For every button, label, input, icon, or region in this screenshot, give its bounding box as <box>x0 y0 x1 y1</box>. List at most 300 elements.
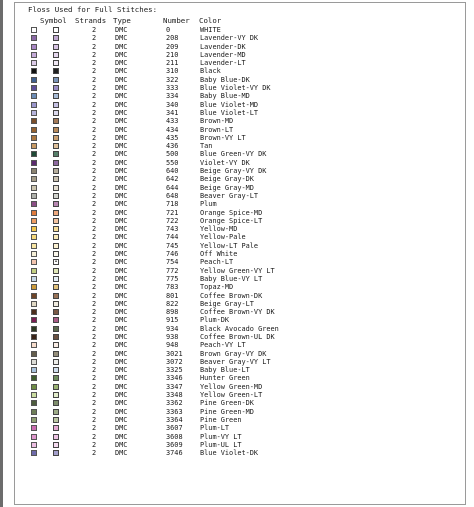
table-row <box>0 142 474 150</box>
color-swatch <box>31 392 37 398</box>
symbol-box <box>53 392 59 398</box>
color-name-cell: Yellow-Pale <box>200 233 246 242</box>
table-row <box>0 399 474 407</box>
color-swatch <box>31 118 37 124</box>
strands-cell: 2 <box>92 233 97 242</box>
symbol-box <box>53 450 59 456</box>
color-name-cell: Off White <box>200 250 238 259</box>
symbol-box <box>53 359 59 365</box>
number-cell: 3364 <box>166 415 183 424</box>
number-cell: 934 <box>166 324 179 333</box>
strands-cell: 2 <box>92 34 97 43</box>
table-row <box>0 43 474 51</box>
strands-cell: 2 <box>92 266 97 275</box>
table-row <box>0 117 474 125</box>
symbol-box <box>53 118 59 124</box>
header-type: Type <box>113 16 131 25</box>
strands-cell: 2 <box>92 449 97 458</box>
color-swatch <box>31 68 37 74</box>
table-row <box>0 283 474 291</box>
number-cell: 640 <box>166 167 179 176</box>
number-cell: 744 <box>166 233 179 242</box>
number-cell: 341 <box>166 108 179 117</box>
number-cell: 743 <box>166 225 179 234</box>
number-cell: 3072 <box>166 357 183 366</box>
symbol-box <box>53 210 59 216</box>
number-cell: 3746 <box>166 449 183 458</box>
symbol-box <box>53 201 59 207</box>
color-swatch <box>31 425 37 431</box>
color-swatch <box>31 442 37 448</box>
type-cell: DMC <box>115 216 128 225</box>
color-name-cell: Lavender-LT <box>200 59 246 68</box>
color-name-cell: Pine Green-MD <box>200 407 254 416</box>
strands-cell: 2 <box>92 332 97 341</box>
strands-cell: 2 <box>92 75 97 84</box>
strands-cell: 2 <box>92 225 97 234</box>
number-cell: 3347 <box>166 382 183 391</box>
strands-cell: 2 <box>92 208 97 217</box>
symbol-box <box>53 375 59 381</box>
table-row <box>0 325 474 333</box>
color-swatch <box>31 309 37 315</box>
color-name-cell: Blue Violet-MD <box>200 100 259 109</box>
table-row <box>0 34 474 42</box>
number-cell: 746 <box>166 250 179 259</box>
color-swatch <box>31 27 37 33</box>
strands-cell: 2 <box>92 374 97 383</box>
strands-cell: 2 <box>92 341 97 350</box>
strands-cell: 2 <box>92 100 97 109</box>
color-swatch <box>31 301 37 307</box>
number-cell: 333 <box>166 84 179 93</box>
color-name-cell: Yellow Green-VY LT <box>200 266 275 275</box>
type-cell: DMC <box>115 399 128 408</box>
number-cell: 3362 <box>166 399 183 408</box>
color-name-cell: Pine Green-DK <box>200 399 254 408</box>
symbol-box <box>53 176 59 182</box>
table-row <box>0 192 474 200</box>
symbol-box <box>53 27 59 33</box>
number-cell: 648 <box>166 191 179 200</box>
color-swatch <box>31 367 37 373</box>
color-name-cell: Orange Spice-MD <box>200 208 263 217</box>
strands-cell: 2 <box>92 84 97 93</box>
color-swatch <box>31 193 37 199</box>
table-row <box>0 383 474 391</box>
table-row <box>0 101 474 109</box>
symbol-box <box>53 334 59 340</box>
strands-cell: 2 <box>92 283 97 292</box>
type-cell: DMC <box>115 299 128 308</box>
table-row <box>0 341 474 349</box>
color-swatch <box>31 400 37 406</box>
strands-cell: 2 <box>92 158 97 167</box>
type-cell: DMC <box>115 34 128 43</box>
color-name-cell: Beige Gray-VY DK <box>200 167 267 176</box>
strands-cell: 2 <box>92 59 97 68</box>
strands-cell: 2 <box>92 424 97 433</box>
table-row <box>0 167 474 175</box>
number-cell: 783 <box>166 283 179 292</box>
strands-cell: 2 <box>92 258 97 267</box>
number-cell: 898 <box>166 308 179 317</box>
floss-table <box>0 26 474 457</box>
color-name-cell: Peach-LT <box>200 258 234 267</box>
symbol-box <box>53 251 59 257</box>
table-row <box>0 267 474 275</box>
number-cell: 644 <box>166 183 179 192</box>
number-cell: 3021 <box>166 349 183 358</box>
color-name-cell: Plum <box>200 200 217 209</box>
color-swatch <box>31 135 37 141</box>
number-cell: 434 <box>166 125 179 134</box>
number-cell: 938 <box>166 332 179 341</box>
color-swatch <box>31 44 37 50</box>
type-cell: DMC <box>115 100 128 109</box>
type-cell: DMC <box>115 67 128 76</box>
symbol-box <box>53 68 59 74</box>
strands-cell: 2 <box>92 200 97 209</box>
color-swatch <box>31 185 37 191</box>
type-cell: DMC <box>115 382 128 391</box>
strands-cell: 2 <box>92 150 97 159</box>
symbol-box <box>53 127 59 133</box>
color-swatch <box>31 127 37 133</box>
color-name-cell: Peach-VY LT <box>200 341 246 350</box>
color-name-cell: WHITE <box>200 26 221 34</box>
type-cell: DMC <box>115 266 128 275</box>
color-swatch <box>31 417 37 423</box>
strands-cell: 2 <box>92 274 97 283</box>
color-swatch <box>31 293 37 299</box>
header-color: Color <box>199 16 222 25</box>
number-cell: 3609 <box>166 440 183 449</box>
type-cell: DMC <box>115 407 128 416</box>
table-row <box>0 275 474 283</box>
table-row <box>0 424 474 432</box>
strands-cell: 2 <box>92 399 97 408</box>
type-cell: DMC <box>115 84 128 93</box>
color-swatch <box>31 226 37 232</box>
color-name-cell: Tan <box>200 142 213 151</box>
table-row <box>0 250 474 258</box>
type-cell: DMC <box>115 175 128 184</box>
type-cell: DMC <box>115 341 128 350</box>
type-cell: DMC <box>115 332 128 341</box>
number-cell: 208 <box>166 34 179 43</box>
color-swatch <box>31 409 37 415</box>
color-swatch <box>31 77 37 83</box>
color-name-cell: Plum-VY LT <box>200 432 242 441</box>
symbol-box <box>53 77 59 83</box>
type-cell: DMC <box>115 440 128 449</box>
color-swatch <box>31 143 37 149</box>
color-swatch <box>31 210 37 216</box>
color-name-cell: Baby Blue-LT <box>200 366 250 375</box>
table-row <box>0 408 474 416</box>
table-row <box>0 59 474 67</box>
strands-cell: 2 <box>92 308 97 317</box>
symbol-box <box>53 268 59 274</box>
strands-cell: 2 <box>92 241 97 250</box>
table-row <box>0 175 474 183</box>
color-name-cell: Coffee Brown-DK <box>200 291 263 300</box>
strands-cell: 2 <box>92 50 97 59</box>
number-cell: 915 <box>166 316 179 325</box>
table-row <box>0 159 474 167</box>
table-row <box>0 391 474 399</box>
number-cell: 642 <box>166 175 179 184</box>
type-cell: DMC <box>115 291 128 300</box>
color-name-cell: Topaz-MD <box>200 283 234 292</box>
color-name-cell: Brown Gray-VY DK <box>200 349 267 358</box>
color-swatch <box>31 334 37 340</box>
type-cell: DMC <box>115 183 128 192</box>
color-name-cell: Blue Violet-VY DK <box>200 84 271 93</box>
symbol-box <box>53 93 59 99</box>
number-cell: 550 <box>166 158 179 167</box>
table-row <box>0 134 474 142</box>
header-strands: Strands <box>75 16 107 25</box>
table-row <box>0 366 474 374</box>
number-cell: 500 <box>166 150 179 159</box>
strands-cell: 2 <box>92 407 97 416</box>
number-cell: 721 <box>166 208 179 217</box>
symbol-box <box>53 409 59 415</box>
table-row <box>0 350 474 358</box>
symbol-box <box>53 85 59 91</box>
type-cell: DMC <box>115 150 128 159</box>
type-cell: DMC <box>115 158 128 167</box>
number-cell: 340 <box>166 100 179 109</box>
number-cell: 210 <box>166 50 179 59</box>
symbol-box <box>53 301 59 307</box>
color-swatch <box>31 342 37 348</box>
table-row <box>0 92 474 100</box>
color-swatch <box>31 326 37 332</box>
type-cell: DMC <box>115 42 128 51</box>
type-cell: DMC <box>115 349 128 358</box>
type-cell: DMC <box>115 241 128 250</box>
table-row <box>0 126 474 134</box>
color-name-cell: Yellow Green-LT <box>200 391 263 400</box>
color-swatch <box>31 450 37 456</box>
color-name-cell: Baby Blue-VY LT <box>200 274 263 283</box>
symbol-box <box>53 52 59 58</box>
color-swatch <box>31 160 37 166</box>
color-name-cell: Blue Violet-DK <box>200 449 259 458</box>
symbol-box <box>53 234 59 240</box>
symbol-box <box>53 309 59 315</box>
number-cell: 211 <box>166 59 179 68</box>
color-swatch <box>31 85 37 91</box>
color-swatch <box>31 234 37 240</box>
strands-cell: 2 <box>92 366 97 375</box>
symbol-box <box>53 110 59 116</box>
table-row <box>0 449 474 457</box>
symbol-box <box>53 160 59 166</box>
color-swatch <box>31 434 37 440</box>
type-cell: DMC <box>115 233 128 242</box>
strands-cell: 2 <box>92 349 97 358</box>
symbol-box <box>53 293 59 299</box>
table-row <box>0 316 474 324</box>
strands-cell: 2 <box>92 357 97 366</box>
color-name-cell: Plum-DK <box>200 316 230 325</box>
symbol-box <box>53 185 59 191</box>
type-cell: DMC <box>115 125 128 134</box>
table-row <box>0 26 474 34</box>
symbol-box <box>53 44 59 50</box>
color-swatch <box>31 251 37 257</box>
color-name-cell: Lavender-VY DK <box>200 34 259 43</box>
type-cell: DMC <box>115 449 128 458</box>
header-symbol: Symbol <box>40 16 67 25</box>
number-cell: 310 <box>166 67 179 76</box>
number-cell: 754 <box>166 258 179 267</box>
symbol-box <box>53 35 59 41</box>
type-cell: DMC <box>115 108 128 117</box>
table-row <box>0 292 474 300</box>
color-name-cell: Black Avocado Green <box>200 324 279 333</box>
type-cell: DMC <box>115 191 128 200</box>
type-cell: DMC <box>115 283 128 292</box>
color-swatch <box>31 93 37 99</box>
color-swatch <box>31 259 37 265</box>
strands-cell: 2 <box>92 26 97 34</box>
color-swatch <box>31 243 37 249</box>
strands-cell: 2 <box>92 391 97 400</box>
symbol-box <box>53 384 59 390</box>
symbol-box <box>53 243 59 249</box>
color-name-cell: Baby Blue-MD <box>200 92 250 101</box>
table-row <box>0 184 474 192</box>
table-row <box>0 433 474 441</box>
color-name-cell: Hunter Green <box>200 374 250 383</box>
strands-cell: 2 <box>92 216 97 225</box>
symbol-box <box>53 193 59 199</box>
color-name-cell: Pine Green <box>200 415 242 424</box>
strands-cell: 2 <box>92 432 97 441</box>
strands-cell: 2 <box>92 117 97 126</box>
strands-cell: 2 <box>92 175 97 184</box>
type-cell: DMC <box>115 316 128 325</box>
strands-cell: 2 <box>92 92 97 101</box>
type-cell: DMC <box>115 92 128 101</box>
number-cell: 772 <box>166 266 179 275</box>
color-name-cell: Yellow-MD <box>200 225 238 234</box>
color-name-cell: Blue Green-VY DK <box>200 150 267 159</box>
number-cell: 209 <box>166 42 179 51</box>
color-swatch <box>31 52 37 58</box>
color-swatch <box>31 284 37 290</box>
type-cell: DMC <box>115 26 128 34</box>
symbol-box <box>53 425 59 431</box>
table-row <box>0 358 474 366</box>
number-cell: 801 <box>166 291 179 300</box>
strands-cell: 2 <box>92 191 97 200</box>
strands-cell: 2 <box>92 67 97 76</box>
number-cell: 334 <box>166 92 179 101</box>
number-cell: 3325 <box>166 366 183 375</box>
number-cell: 0 <box>166 26 171 34</box>
number-cell: 3607 <box>166 424 183 433</box>
symbol-box <box>53 151 59 157</box>
table-row <box>0 242 474 250</box>
color-name-cell: Yellow-LT Pale <box>200 241 259 250</box>
symbol-box <box>53 276 59 282</box>
type-cell: DMC <box>115 75 128 84</box>
symbol-box <box>53 135 59 141</box>
color-name-cell: Coffee Brown-UL DK <box>200 332 275 341</box>
table-row <box>0 67 474 75</box>
type-cell: DMC <box>115 133 128 142</box>
strands-cell: 2 <box>92 299 97 308</box>
strands-cell: 2 <box>92 415 97 424</box>
color-name-cell: Plum-LT <box>200 424 230 433</box>
table-row <box>0 300 474 308</box>
number-cell: 775 <box>166 274 179 283</box>
table-row <box>0 333 474 341</box>
number-cell: 3348 <box>166 391 183 400</box>
table-row <box>0 51 474 59</box>
header-number: Number <box>163 16 190 25</box>
color-name-cell: Beige Gray-MD <box>200 183 254 192</box>
number-cell: 3608 <box>166 432 183 441</box>
symbol-box <box>53 351 59 357</box>
symbol-box <box>53 326 59 332</box>
number-cell: 436 <box>166 142 179 151</box>
color-swatch <box>31 268 37 274</box>
symbol-box <box>53 143 59 149</box>
color-swatch <box>31 176 37 182</box>
type-cell: DMC <box>115 250 128 259</box>
table-row <box>0 150 474 158</box>
color-swatch <box>31 276 37 282</box>
color-name-cell: Blue Violet-LT <box>200 108 259 117</box>
symbol-box <box>53 400 59 406</box>
strands-cell: 2 <box>92 440 97 449</box>
type-cell: DMC <box>115 415 128 424</box>
color-swatch <box>31 375 37 381</box>
strands-cell: 2 <box>92 167 97 176</box>
strands-cell: 2 <box>92 183 97 192</box>
color-name-cell: Beige Gray-DK <box>200 175 254 184</box>
type-cell: DMC <box>115 225 128 234</box>
color-swatch <box>31 201 37 207</box>
type-cell: DMC <box>115 308 128 317</box>
type-cell: DMC <box>115 142 128 151</box>
color-name-cell: Beaver Gray-VY LT <box>200 357 271 366</box>
symbol-box <box>53 226 59 232</box>
table-row <box>0 441 474 449</box>
color-swatch <box>31 351 37 357</box>
strands-cell: 2 <box>92 250 97 259</box>
color-name-cell: Baby Blue-DK <box>200 75 250 84</box>
number-cell: 435 <box>166 133 179 142</box>
type-cell: DMC <box>115 374 128 383</box>
color-swatch <box>31 35 37 41</box>
symbol-box <box>53 442 59 448</box>
color-name-cell: Plum-UL LT <box>200 440 242 449</box>
symbol-box <box>53 60 59 66</box>
type-cell: DMC <box>115 200 128 209</box>
table-row <box>0 308 474 316</box>
type-cell: DMC <box>115 366 128 375</box>
color-name-cell: Black <box>200 67 221 76</box>
color-swatch <box>31 384 37 390</box>
